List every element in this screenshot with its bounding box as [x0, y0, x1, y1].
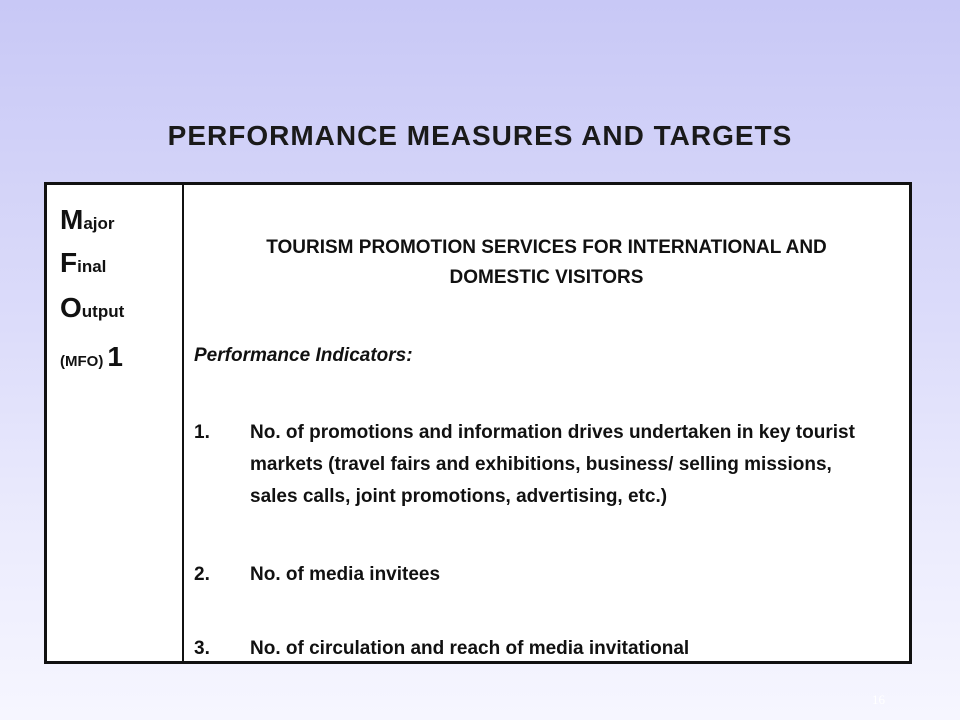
- mfo-line-output: [60, 285, 182, 336]
- indicator-item: [194, 559, 874, 591]
- mfo-rest-final: inal: [77, 257, 107, 276]
- indicator-number: 2.: [194, 564, 210, 585]
- mfo-initial-f: F: [60, 247, 78, 278]
- mfo-label-cell: [47, 185, 184, 661]
- mfo-line-final: [60, 240, 182, 291]
- slide-title: PERFORMANCE MEASURES AND TARGETS: [167, 120, 793, 151]
- mfo-abbrev: (MFO): [60, 353, 104, 370]
- mfo-content-cell: [184, 185, 909, 661]
- page-number: 16: [872, 692, 885, 707]
- mfo-line-number: [60, 334, 182, 385]
- mfo-table: [44, 182, 912, 664]
- indicator-number: 1.: [194, 422, 210, 443]
- mfo-rest-major: ajor: [83, 214, 115, 233]
- mfo-initial-o: O: [60, 292, 82, 323]
- indicator-item: [194, 417, 874, 513]
- indicator-text: No. of promotions and information drives undertaken in key tourist markets (travel fairs and exhibitions, business/ selling missions, sales calls, joint promotions, advertising, etc.): [250, 422, 855, 507]
- indicator-text: No. of media invitees: [250, 564, 441, 585]
- indicator-number: 3.: [194, 638, 210, 659]
- mfo-initial-m: M: [60, 204, 84, 235]
- mfo-rest-output: utput: [81, 302, 125, 321]
- indicator-text: No. of circulation and reach of media invitational: [250, 638, 690, 659]
- mfo-number: 1: [107, 341, 123, 372]
- mfo-heading: TOURISM PROMOTION SERVICES FOR INTERNATIONAL AND DOMESTIC VISITORS: [266, 237, 827, 288]
- indicators-label: Performance Indicators:: [194, 345, 413, 366]
- indicator-item: [194, 633, 874, 665]
